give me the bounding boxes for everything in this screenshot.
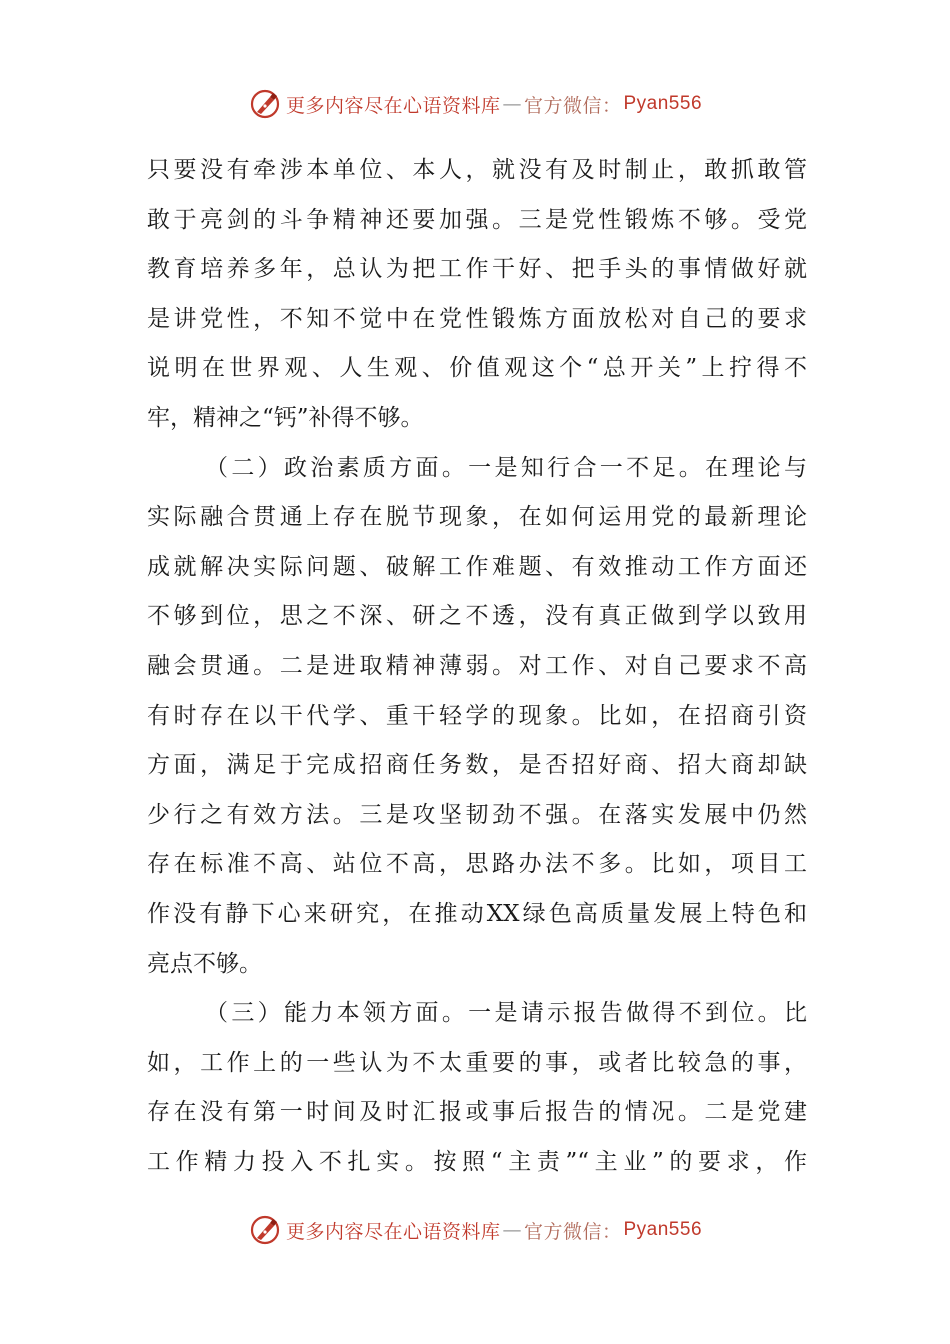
paragraph-start-line: （三）能力本领方面。一是请示报告做得不到位。比: [205, 1000, 807, 1027]
text-line: 方面，满足于完成招商任务数，是否招好商、招大商却缺: [147, 752, 807, 779]
text-line: 实际融合贯通上存在脱节现象，在如何运用党的最新理论: [147, 504, 807, 531]
text-line: 有时存在以干代学、重干轻学的现象。比如，在招商引资: [147, 702, 807, 729]
header-banner: [0, 84, 950, 124]
banner-site-text: 更多内容尽在心语资料库: [285, 94, 501, 117]
banner-wechat-handle: Pyan556: [623, 1219, 703, 1240]
pen-nib-logo-icon: [248, 87, 282, 121]
text-line: 成就解决实际问题、破解工作难题、有效推动工作方面还: [147, 553, 807, 580]
text-line: 存在标准不高、站位不高，思路办法不多。比如，项目工: [147, 851, 807, 878]
text-line: 教育培养多年，总认为把工作干好、把手头的事情做好就: [147, 256, 807, 283]
text-line: 工作精力投入不扎实。按照“主责”“主业”的要求，作: [147, 1148, 807, 1175]
text-line: 存在没有第一时间及时汇报或事后报告的情况。二是党建: [147, 1099, 807, 1126]
text-line: 作没有静下心来研究，在推动XX绿色高质量发展上特色和: [147, 900, 807, 927]
text-line: 融会贯通。二是进取精神薄弱。对工作、对自己要求不高: [147, 652, 807, 679]
banner-contact-label: 官方微信：: [523, 1220, 622, 1243]
footer-banner: [0, 1210, 950, 1250]
text-line: 只要没有牵涉本单位、本人，就没有及时制止，敢抓敢管: [147, 157, 807, 183]
document-body: [147, 146, 807, 1187]
pen-nib-logo-icon: [248, 1213, 282, 1247]
text-line: 是讲党性，不知不觉中在党性锻炼方面放松对自己的要求: [147, 305, 807, 332]
banner-contact-label: 官方微信：: [523, 94, 622, 117]
banner-dash: —: [502, 93, 522, 115]
banner-site-text: 更多内容尽在心语资料库: [285, 1220, 501, 1243]
text-line: 亮点不够。: [147, 950, 262, 977]
text-line: 少行之有效方法。三是攻坚韧劲不强。在落实发展中仍然: [147, 801, 807, 828]
paragraph-start-line: （二）政治素质方面。一是知行合一不足。在理论与: [205, 454, 807, 481]
text-line: 牢，精神之“钙”补得不够。: [147, 404, 424, 431]
text-line: 不够到位，思之不深、研之不透，没有真正做到学以致用: [147, 603, 807, 630]
text-line: 说明在世界观、人生观、价值观这个“总开关”上拧得不: [147, 355, 807, 382]
banner-dash: —: [502, 1219, 522, 1241]
banner-wechat-handle: Pyan556: [623, 93, 703, 114]
text-line: 如，工作上的一些认为不太重要的事，或者比较急的事，: [147, 1049, 807, 1076]
text-line: 敢于亮剑的斗争精神还要加强。三是党性锻炼不够。受党: [147, 206, 807, 233]
